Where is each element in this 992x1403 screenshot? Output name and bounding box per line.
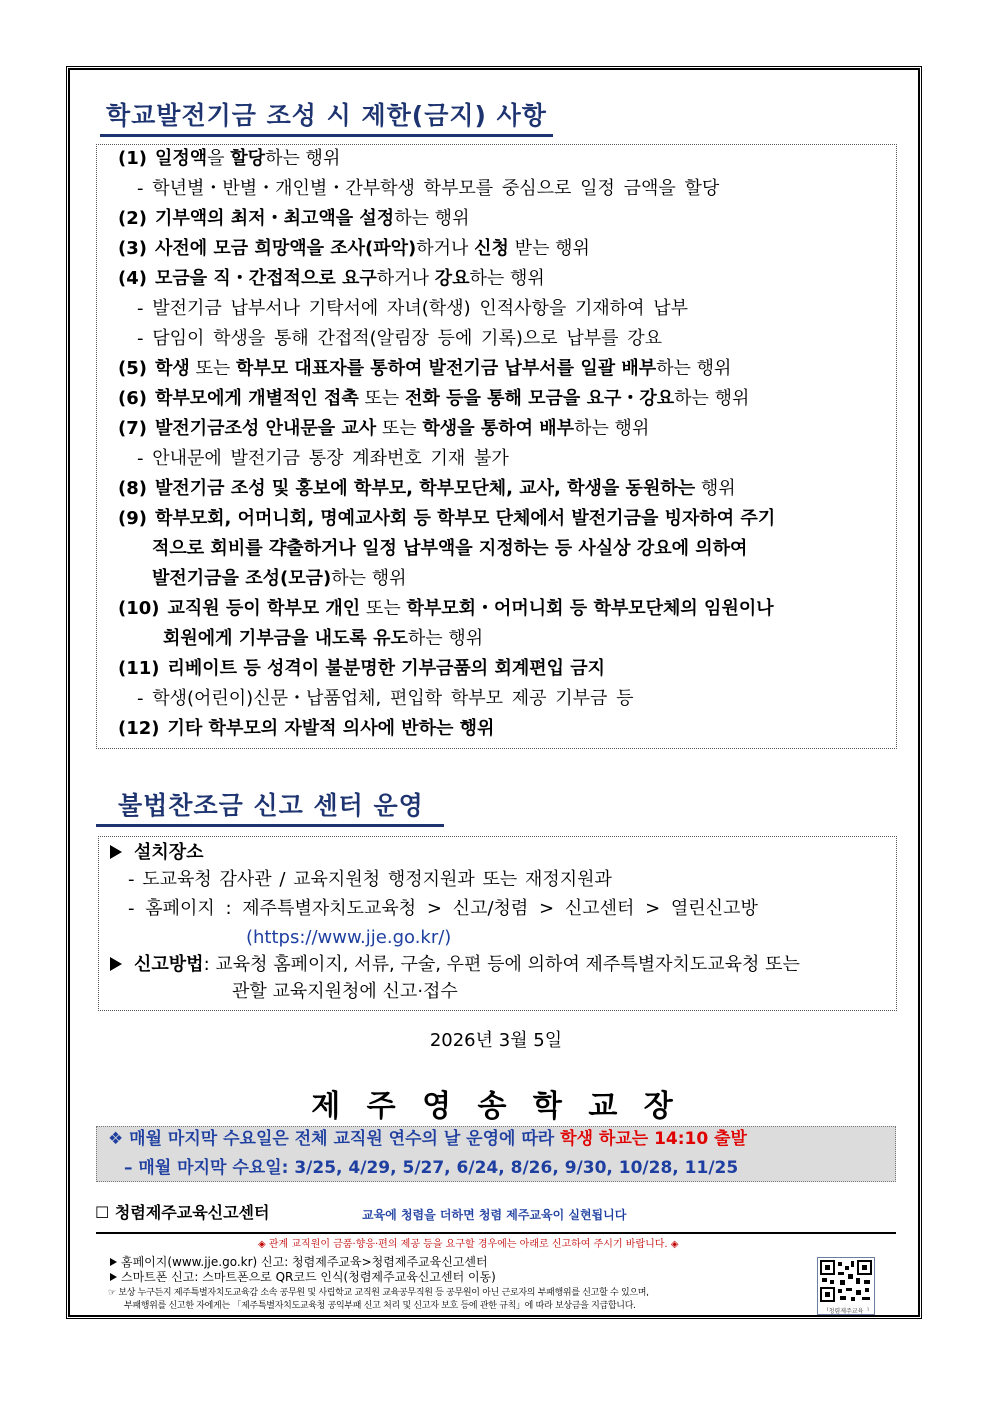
restriction-text: 또는	[189, 358, 236, 379]
report-url-link[interactable]: (https://www.jje.go.kr/)	[246, 927, 452, 948]
restriction-text: 을	[207, 148, 231, 169]
location-line1: - 도교육청 감사관 / 교육지원청 행정지원과 또는 재정지원과	[128, 869, 612, 890]
restriction-number: (4)	[118, 268, 147, 289]
triangle-bullet-icon	[110, 1258, 117, 1266]
footer-smartphone-line: 스마트폰 신고: 스마트폰으로 QR코드 인식(청렴제주교육신고센터 이동)	[110, 1271, 496, 1284]
restriction-item	[118, 146, 340, 172]
method-row	[110, 952, 800, 978]
slogan: 교육에 청렴을 더하면 청렴 제주교육이 실현됩니다	[362, 1208, 627, 1222]
document-date: 2026년 3월 5일	[429, 1030, 563, 1051]
restriction-text: 또는	[358, 388, 406, 409]
restriction-text: 기부액의 최저・최고액을 설정	[154, 208, 395, 229]
location-line2: - 홈페이지 : 제주특별자치도교육청 > 신고/청렴 > 신고센터 > 열린신고방	[128, 898, 758, 919]
triangle-bullet-icon	[110, 845, 122, 859]
restriction-item	[118, 596, 774, 622]
restriction-text: 하는 행위	[674, 388, 750, 409]
restriction-text: 교직원 등이 학부모 개인	[167, 598, 361, 619]
restriction-number: (9)	[118, 508, 147, 529]
restriction-subitem: - 안내문에 발전기금 통장 계좌번호 기재 불가	[137, 448, 509, 469]
footer-reward-line: ☞ 보상 누구든지 제주특별자치도교육감 소속 공무원 및 사립학교 교직원 교육공무직원 등 공무원이 아닌 근로자의 부패행위를 신고할 수 있으며,	[108, 1288, 649, 1298]
restriction-item	[118, 506, 775, 532]
report-center-label: ☐ 청렴제주교육신고센터	[95, 1203, 270, 1222]
section2-title: 불법찬조금 신고 센터 운영	[118, 786, 424, 822]
footer-divider-top	[96, 1232, 896, 1234]
restriction-text: 하는 행위	[407, 628, 484, 649]
restriction-number: (3)	[118, 238, 147, 259]
section1-title: 학교발전기금 조성 시 제한(금지) 사항	[106, 96, 547, 132]
restriction-text: 학부모 대표자를 통하여 발전기금 납부서를 일괄 배부	[236, 358, 657, 379]
restriction-text: 하는 행위	[469, 268, 545, 289]
restriction-item	[118, 236, 590, 262]
restriction-number: (7)	[118, 418, 147, 439]
qr-caption: ᅵ청렴제주교육ᅵ	[822, 1308, 870, 1315]
restriction-text: 하는 행위	[574, 418, 650, 439]
restriction-item	[118, 206, 469, 232]
restriction-text: 전화 등을 통해 모금을 요구・강요	[405, 388, 675, 409]
footer-homepage-line: 홈페이지(www.jje.go.kr) 신고: 청렴제주교육>청렴제주교육신고센터	[110, 1256, 488, 1269]
restriction-subitem: - 발전기금 납부서나 기탁서에 자녀(학생) 인적사항을 기재하여 납부	[137, 298, 689, 319]
restriction-text: 하거나	[376, 268, 435, 289]
restriction-text: 사전에 모금 희망액을 조사(파악)	[154, 238, 417, 259]
restriction-text: 리베이트 등 성격이 불분명한 기부금품의 회계편입 금지	[167, 658, 606, 679]
restriction-number: (12)	[118, 718, 160, 739]
restriction-text: 할당	[230, 148, 266, 169]
restriction-text: 신청	[474, 238, 509, 259]
restriction-text: 또는	[360, 598, 407, 619]
restriction-text: 하는 행위	[394, 208, 470, 229]
restriction-item	[118, 356, 731, 382]
restriction-item	[118, 716, 494, 742]
restriction-item-continued	[163, 626, 483, 652]
restriction-number: (6)	[118, 388, 147, 409]
location-label: 설치장소	[134, 842, 204, 863]
restriction-text: 기타 학부모의 자발적 의사에 반하는 행위	[167, 718, 495, 739]
restriction-text: 학생을 통하여 배부	[422, 418, 575, 439]
location-row	[110, 840, 204, 866]
footer-divider-bottom	[96, 1318, 896, 1319]
restriction-text: 하거나	[416, 238, 475, 259]
restriction-text: 또는	[376, 418, 423, 439]
restriction-text: 하는 행위	[265, 148, 341, 169]
restriction-number: (1)	[118, 148, 147, 169]
restriction-item	[118, 386, 749, 412]
restriction-item	[118, 266, 545, 292]
restriction-text: 모금을 직・간접적으로 요구	[154, 268, 377, 289]
method-text-line2: 관할 교육지원청에 신고·접수	[232, 981, 458, 1002]
restriction-text: 발전기금 조성 및 홍보에 학부모, 학부모단체, 교사, 학생을 동원하는	[154, 478, 696, 499]
report-center-box	[98, 836, 897, 1011]
footer-reward-line2: 부패행위를 신고한 자에게는 「제주특별자치도교육청 공익부패 신고 처리 및 신고자 보호 등에 관한 규칙」에 따라 보상금을 지급합니다.	[124, 1301, 636, 1311]
restriction-number: (10)	[118, 598, 160, 619]
qr-code-graphic	[818, 1258, 874, 1304]
restriction-item-continued	[152, 566, 407, 592]
restriction-subitem: - 학년별・반별・개인별・간부학생 학부모를 중심으로 일정 금액을 할당	[137, 178, 720, 199]
restriction-item	[118, 656, 605, 682]
notice-line2: – 매월 마지막 수요일: 3/25, 4/29, 5/27, 6/24, 8/26, 9/30, 10/28, 11/25	[124, 1158, 739, 1178]
restriction-text: 학생	[154, 358, 190, 379]
restriction-number: (2)	[118, 208, 147, 229]
restriction-text: 학부모에게 개별적인 접촉	[154, 388, 359, 409]
triangle-bullet-icon	[110, 1273, 117, 1281]
method-text: : 교육청 홈페이지, 서류, 구술, 우편 등에 의하여 제주특별자치도교육청 또는	[203, 954, 800, 975]
restriction-text: 받는 행위	[508, 238, 590, 259]
restriction-text: 회원에게 기부금을 내도록 유도	[163, 628, 408, 649]
principal-signature: 제 주 영 송 학 교 장	[311, 1089, 681, 1124]
method-label: 신고방법	[134, 954, 204, 975]
restriction-text: 적으로 회비를 갹출하거나 일정 납부액을 지정하는 등 사실상 강요에 의하여	[152, 538, 748, 559]
restriction-text: 일정액	[154, 148, 208, 169]
restriction-number: (11)	[118, 658, 160, 679]
restriction-text: 하는 행위	[331, 568, 407, 589]
restriction-number: (8)	[118, 478, 147, 499]
restriction-item	[118, 416, 649, 442]
restriction-subitem: - 학생(어린이)신문・납품업체, 편입학 학부모 제공 기부금 등	[137, 688, 634, 709]
triangle-bullet-icon	[110, 957, 122, 971]
restriction-number: (5)	[118, 358, 147, 379]
restriction-text: 하는 행위	[656, 358, 732, 379]
restriction-subitem: - 담임이 학생을 통해 간접적(알림장 등에 기록)으로 납부를 강요	[137, 328, 663, 349]
notice-line1: ❖ 매월 마지막 수요일은 전체 교직원 연수의 날 운영에 따라 학생 하교는 14:10 출발	[108, 1129, 747, 1149]
qr-code-icon[interactable]	[817, 1257, 875, 1315]
restriction-text: 학부모회・어머니회 등 학부모단체의 임원이나	[406, 598, 774, 619]
restriction-text: 강요	[434, 268, 470, 289]
restriction-text: 발전기금을 조성(모금)	[152, 568, 332, 589]
restriction-text: 행위	[695, 478, 736, 499]
restriction-item	[118, 476, 736, 502]
restriction-item-continued	[152, 536, 747, 562]
restriction-text: 학부모회, 어머니회, 명예교사회 등 학부모 단체에서 발전기금을 빙자하여 주기	[154, 508, 776, 529]
footer-warning: ◈ 관계 교직원이 금품·향응·편의 제공 등을 요구할 경우에는 아래로 신고하여 주시기 바랍니다. ◈	[258, 1239, 679, 1250]
restriction-text: 발전기금조성 안내문을 교사	[154, 418, 377, 439]
